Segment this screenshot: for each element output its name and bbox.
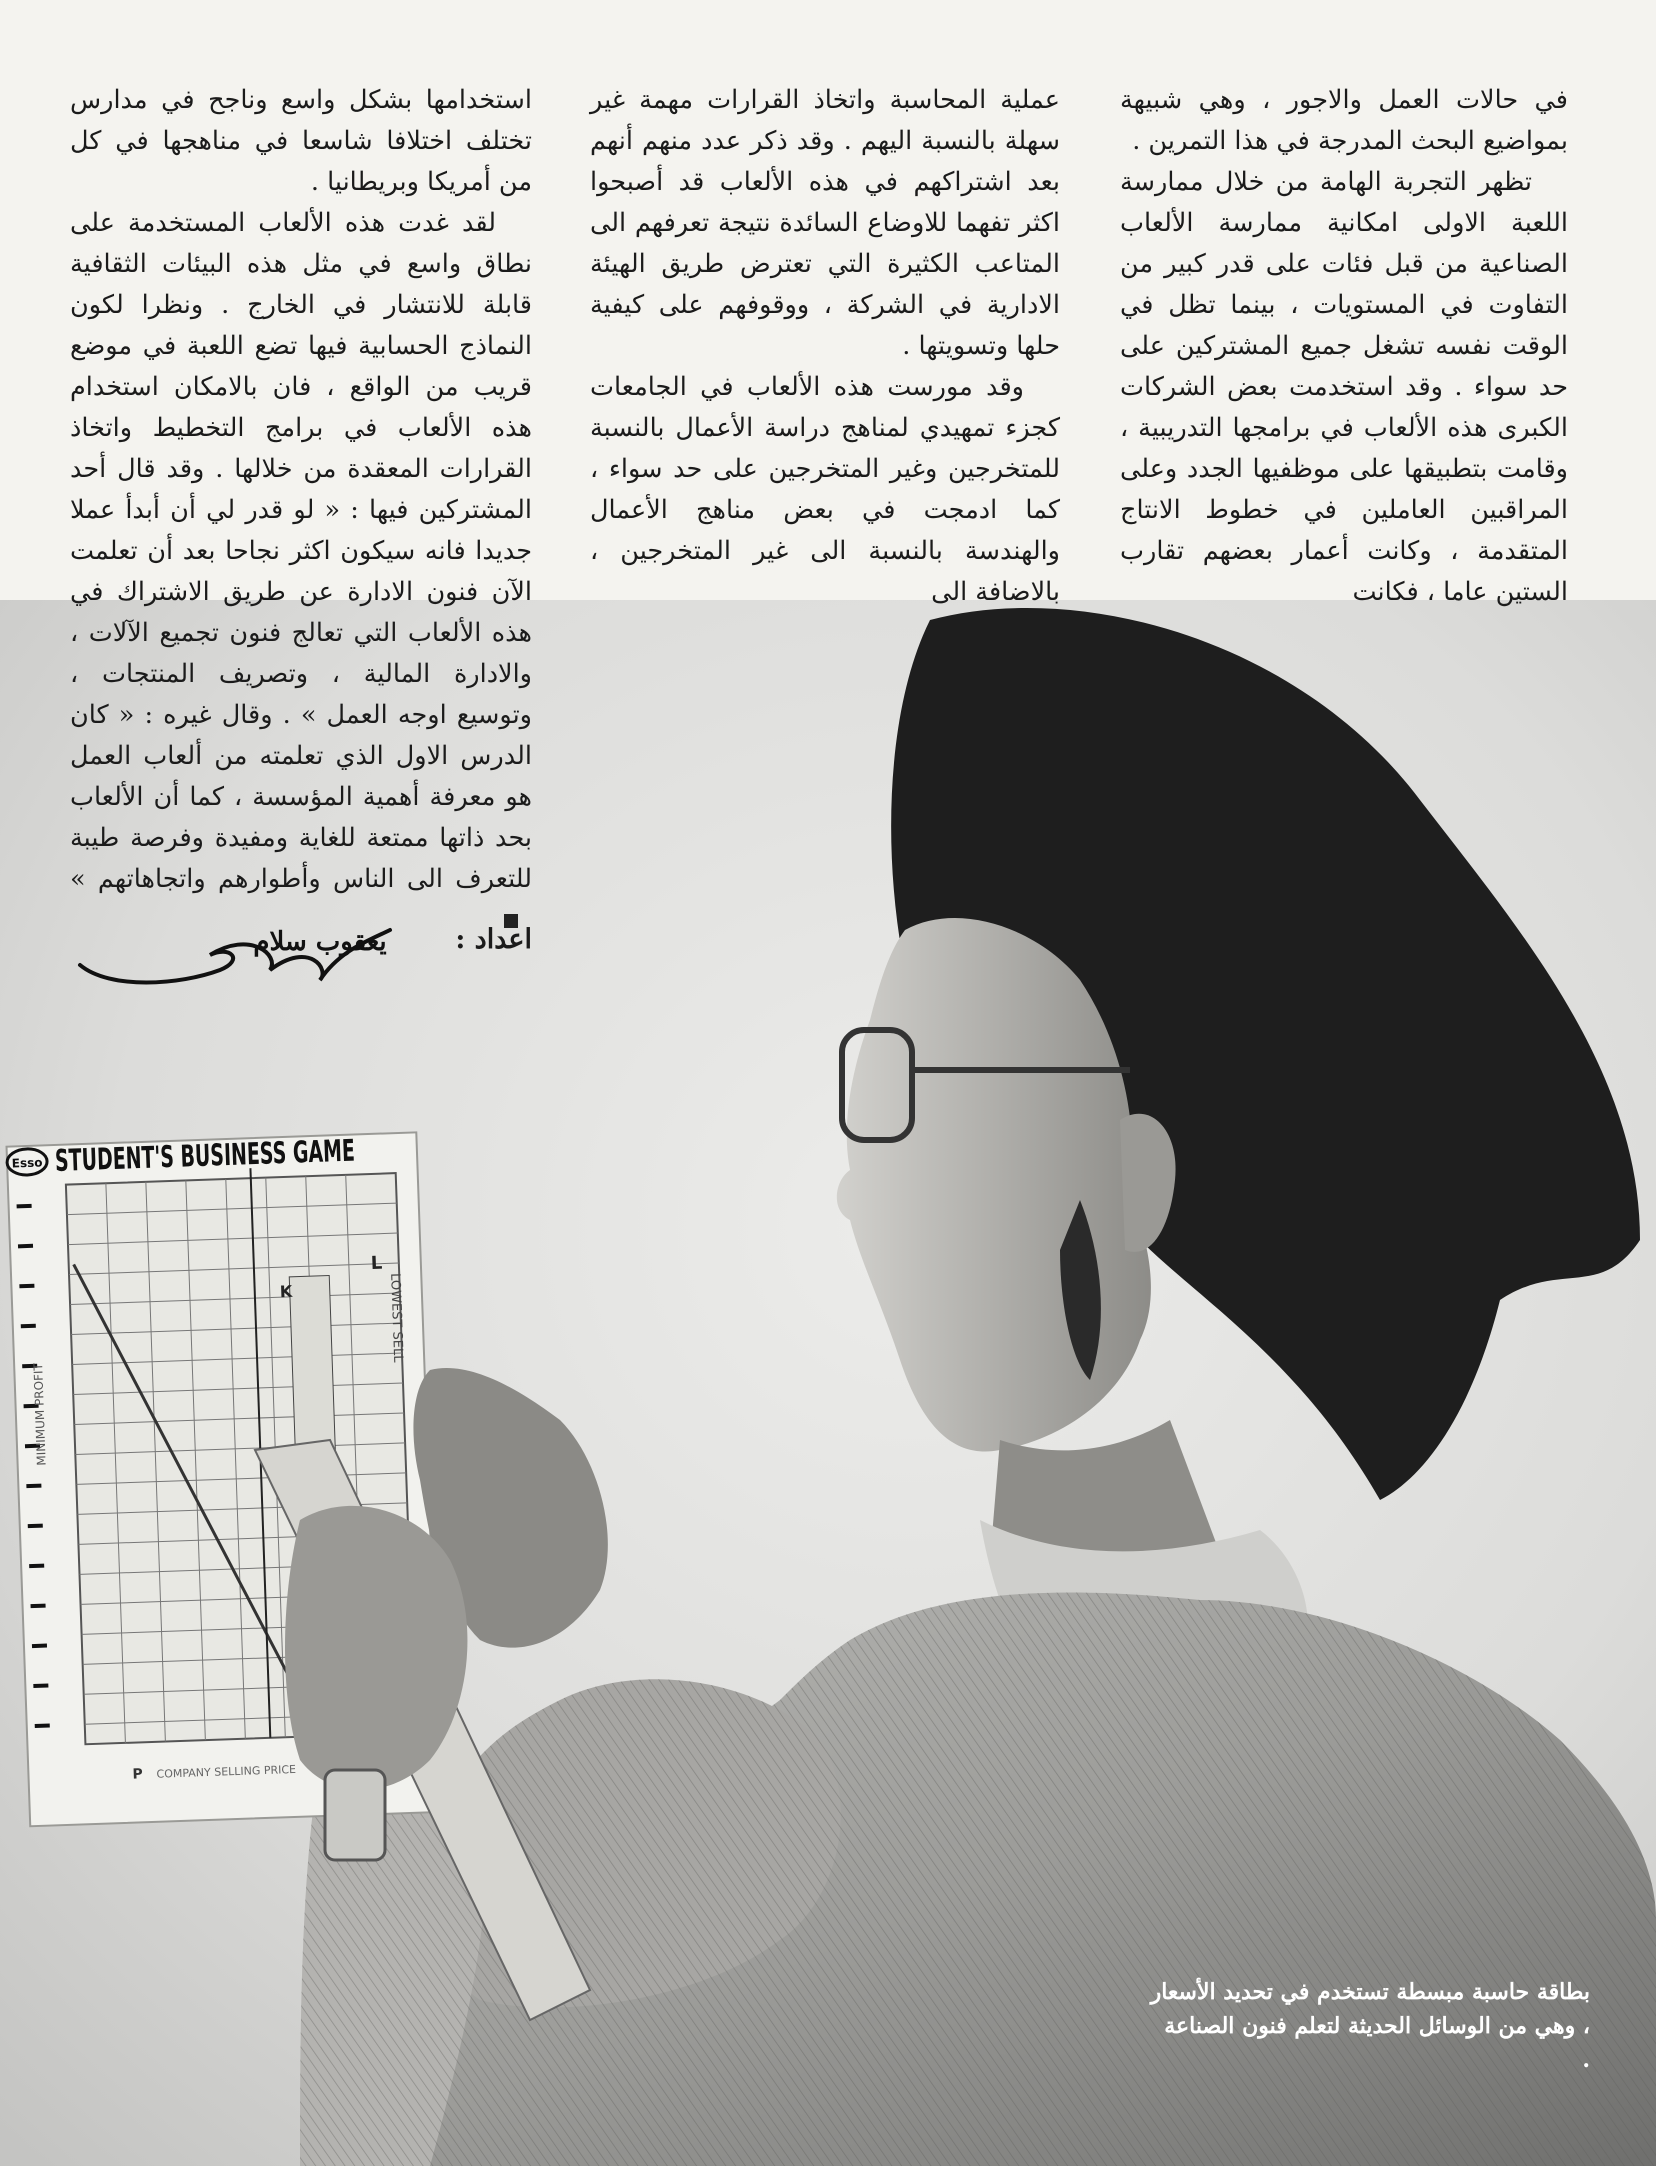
- card-logo: Esso: [11, 1155, 43, 1171]
- card-letter-p: P: [132, 1766, 144, 1783]
- byline-label: اعداد :: [455, 924, 532, 955]
- signature-name: يعقوب سلام: [253, 927, 387, 957]
- photo-caption: بطاقة حاسبة مبسطة تستخدم في تحديد الأسعار ، وهي من الوسائل الحديثة لتعلم فنون الصناعة .: [1150, 1979, 1590, 2073]
- author-signature: [70, 910, 400, 990]
- card-bottom-label: COMPANY SELLING PRICE: [156, 1762, 297, 1781]
- article-column-right: [1120, 80, 1568, 613]
- article-column-middle: [590, 80, 1060, 613]
- paragraph: وقد مورست هذه الألعاب في الجامعات كجزء تمهيدي لمناهج دراسة الأعمال بالنسبة للمتخرجين وغير المتخرجين على حد سواء ، كما ادمجت في بعض مناهج الأعمال والهندسة بالنسبة الى غير المتخرجين ، بالاضافة الى: [590, 372, 1060, 607]
- paragraph: استخدامها بشكل واسع وناجح في مدارس تختلف اختلافا شاسعا في مناهجها في كل من أمريكا وبريطانيا .: [70, 85, 532, 197]
- paragraph: عملية المحاسبة واتخاذ القرارات مهمة غير سهلة بالنسبة اليهم . وقد ذكر عدد منهم أنهم بعد اشتراكهم في هذه الألعاب قد أصبحوا اكثر تفهما للاوضاع السائدة نتيجة تعرفهم الى المتاعب الكثيرة التي تعترض طريق الهيئة الادارية في الشركة ، ووقوفهم على كيفية حلها وتسويتها .: [590, 85, 1060, 361]
- byline: [70, 910, 532, 990]
- paragraph: تظهر التجربة الهامة من خلال ممارسة اللعبة الاولى امكانية ممارسة الألعاب الصناعية من قبل فئات على قدر كبير من التفاوت في المستويات ، بينما تظل في الوقت نفسه تشغل جميع المشتركين على حد سواء . وقد استخدمت بعض الشركات الكبرى هذه الألعاب في برامجها التدريبية ، وقامت بتطبيقها على موظفيها الجدد وعلى المراقبين العاملين في خطوط الانتاج المتقدمة ، وكانت أعمار بعضهم تقارب الستين عاما ، فكانت: [1120, 167, 1568, 607]
- paragraph: لقد غدت هذه الألعاب المستخدمة على نطاق واسع في مثل هذه البيئات الثقافية قابلة للانتشار في الخارج . ونظرا لكون النماذج الحسابية فيها تضع اللعبة في موضع قريب من الواقع ، فان بالامكان استخدام هذه الألعاب في برامج التخطيط واتخاذ القرارات المعقدة من خلالها . وقد قال أحد المشتركين فيها : « لو قدر لي أن أبدأ عملا جديدا فانه سيكون اكثر نجاحا بعد أن تعلمت الآن فنون الادارة عن طريق الاشتراك في هذه الألعاب التي تعالج فنون تجميع الآلات ، والادارة المالية ، وتصريف المنتجات ، وتوسيع اوجه العمل » . وقال غيره : « كان الدرس الاول الذي تعلمته من ألعاب العمل هو معرفة أهمية المؤسسة ، كما أن الألعاب بحد ذاتها ممتعة للغاية ومفيدة وفرصة طيبة للتعرف الى الناس وأطوارهم واتجاهاتهم »: [70, 208, 532, 894]
- card-letter-l: L: [370, 1252, 383, 1275]
- card-title: STUDENT'S BUSINESS GAME: [54, 1127, 531, 1179]
- card-vertical-label: MINIMUM PROFIT: [31, 1362, 49, 1466]
- article-column-left: [70, 80, 532, 941]
- paragraph: في حالات العمل والاجور ، وهي شبيهة بمواضيع البحث المدرجة في هذا التمرين .: [1120, 85, 1568, 156]
- card-side-label: LOWEST SELL: [387, 1272, 406, 1363]
- card-letter-k: K: [279, 1281, 293, 1302]
